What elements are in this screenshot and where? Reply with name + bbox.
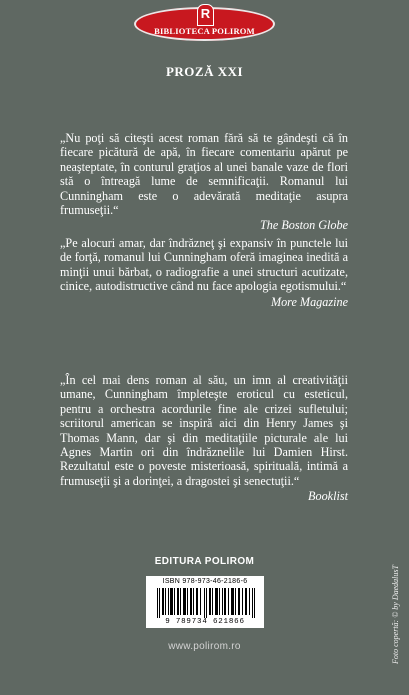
photo-credit: Foto copertă: © by DaedalusT: [391, 565, 400, 664]
review-quote: [60, 131, 348, 233]
website-link[interactable]: www.polirom.ro: [168, 641, 241, 652]
quote-text: „Pe alocuri amar, dar îndrăzneţ şi expansiv în punctele lui de forţă, romanul lui Cunningham oferă imaginea inedită a minţii unui bărbat, o radiografie a unei structuri acutizate, cinice, autodistructive când nu face apologia egotismului.“: [60, 236, 348, 294]
publisher-name: EDITURA POLIROM: [154, 556, 255, 567]
isbn-label: ISBN 978-973-46-2186-6: [162, 578, 248, 585]
review-quote: [60, 236, 348, 309]
barcode-icon: [155, 588, 257, 618]
quote-source: Booklist: [308, 489, 348, 504]
quote-source: The Boston Globe: [259, 218, 348, 233]
logo-mark-icon: R: [197, 4, 214, 26]
quote-text: „Nu poţi să citeşti acest roman fără să te gândeşti că în fiecare picătură de apă, în fiecare comentariu apărut pe neaşteptate, în conturul graţios al unei banale vaze de flori stă o întreagă lume de semnificaţii. Romanul lui Cunningham este o adevărată meditaţie asupra frumuseţii.“: [60, 131, 348, 218]
review-quote: [60, 373, 348, 504]
publisher-logo: [134, 4, 275, 44]
series-title: PROZĂ XXI: [165, 64, 244, 79]
quote-source: More Magazine: [270, 294, 348, 309]
logo-text: BIBLIOTECA POLIROM: [154, 26, 255, 36]
barcode-number: 9 789734 621866: [165, 618, 245, 626]
barcode-block: [146, 576, 264, 628]
quote-text: „În cel mai dens roman al său, un imn al creativităţii umane, Cunningham împleteşte eroticul cu esteticul, pentru a orchestra acordurile fine ale crizei sufletului; scriitorul american se inspiră aici din Henry James şi Thomas Mann, dar şi din meditaţiile picturale ale lui Agnes Martin ori din îndrăznelile lui Damien Hirst. Rezultatul este o poveste misterioasă, spirituală, intimă a frumuseţii şi a dorinţei, a dragostei şi senectuţii.“: [60, 373, 348, 488]
